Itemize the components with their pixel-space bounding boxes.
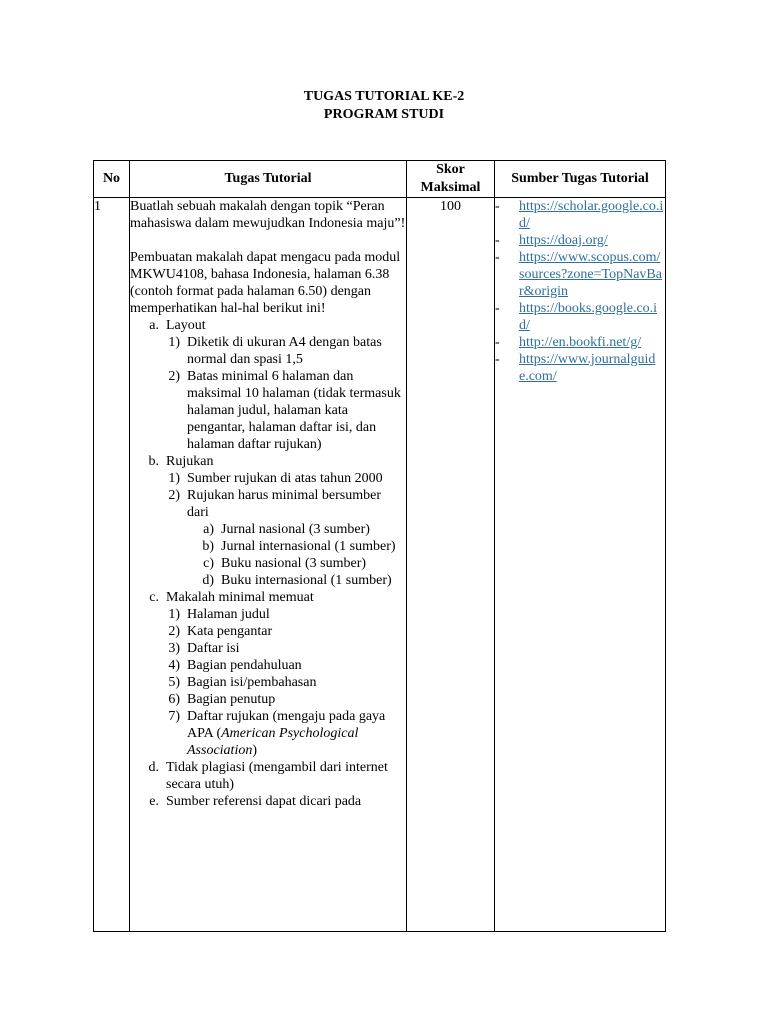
task-cell xyxy=(130,198,407,932)
source-item: - https://books.google.co.id/ xyxy=(495,300,665,334)
title-line-1: TUGAS TUTORIAL KE-2 xyxy=(303,89,465,104)
list-item: 1) Sumber rujukan di atas tahun 2000 xyxy=(168,471,383,486)
list-item: d. Tidak plagiasi (mengambil dari internet secara utuh) xyxy=(148,760,388,792)
source-cell xyxy=(495,198,666,932)
source-item: - https://www.scopus.com/sources?zone=TopNavBar&origin xyxy=(495,249,665,300)
task-paragraph: Pembuatan makalah dapat mengacu pada modul MKWU4108, bahasa Indonesia, halaman 6.38 (contoh format pada halaman 6.50) dengan memperhatikan hal-hal berikut ini! xyxy=(130,250,401,316)
list-item: d) Buku internasional (1 sumber) xyxy=(202,573,392,588)
list-item: 2) Batas minimal 6 halaman dan maksimal 10 halaman (tidak termasuk halaman judul, halaman kata pengantar, halaman daftar isi, dan halaman daftar rujukan) xyxy=(168,369,401,452)
table-header-row xyxy=(94,161,666,198)
list-item: 4) Bagian pendahuluan xyxy=(168,658,302,673)
source-item: - https://scholar.google.co.id/ xyxy=(495,199,664,231)
source-link-google-books[interactable]: https://books.google.co.id/ xyxy=(519,301,658,333)
list-item: 3) Daftar isi xyxy=(168,641,240,656)
source-item: - http://en.bookfi.net/g/ xyxy=(495,335,642,350)
source-item: - https://doaj.org/ xyxy=(495,233,608,248)
task-intro: Buatlah sebuah makalah dengan topik “Peran mahasiswa dalam mewujudkan Indonesia maju”! xyxy=(130,199,406,231)
header-score: Skor Maksimal xyxy=(407,161,495,198)
list-item: 7) Daftar rujukan (mengaju pada gaya APA (American Psychological Association) xyxy=(168,709,386,758)
title-line-2: PROGRAM STUDI xyxy=(323,107,445,122)
header-source: Sumber Tugas Tutorial xyxy=(495,161,666,198)
source-link-scopus[interactable]: https://www.scopus.com/sources?zone=TopNavBar&origin xyxy=(519,250,662,299)
header-no: No xyxy=(94,161,130,198)
document-title xyxy=(0,88,768,124)
source-link-bookfi[interactable]: http://en.bookfi.net/g/ xyxy=(519,335,642,350)
table-row xyxy=(94,198,666,932)
list-item: a) Jurnal nasional (3 sumber) xyxy=(203,522,370,537)
max-score: 100 xyxy=(407,198,495,932)
row-number: 1 xyxy=(94,198,130,932)
list-item: a. Layout xyxy=(149,318,206,333)
source-link-doaj[interactable]: https://doaj.org/ xyxy=(519,233,608,248)
source-link-journalguide[interactable]: https://www.journalguide.com/ xyxy=(519,352,656,384)
list-item: 1) Halaman judul xyxy=(168,607,270,622)
list-item: b) Jurnal internasional (1 sumber) xyxy=(202,539,396,554)
list-item: 5) Bagian isi/pembahasan xyxy=(168,675,317,690)
list-item: c) Buku nasional (3 sumber) xyxy=(203,556,367,571)
list-item: 1) Diketik di ukuran A4 dengan batas normal dan spasi 1,5 xyxy=(168,335,382,367)
list-item: b. Rujukan xyxy=(148,454,214,469)
list-item: 2) Rujukan harus minimal bersumber dari xyxy=(168,488,382,520)
list-item: 2) Kata pengantar xyxy=(168,624,273,639)
source-link-scholar[interactable]: https://scholar.google.co.id/ xyxy=(519,199,664,231)
header-task: Tugas Tutorial xyxy=(130,161,407,198)
tutorial-table xyxy=(93,160,666,932)
list-item: 6) Bagian penutup xyxy=(168,692,276,707)
list-item: c. Makalah minimal memuat xyxy=(149,590,314,605)
source-item: - https://www.journalguide.com/ xyxy=(495,351,665,385)
list-item: e. Sumber referensi dapat dicari pada xyxy=(149,794,362,809)
